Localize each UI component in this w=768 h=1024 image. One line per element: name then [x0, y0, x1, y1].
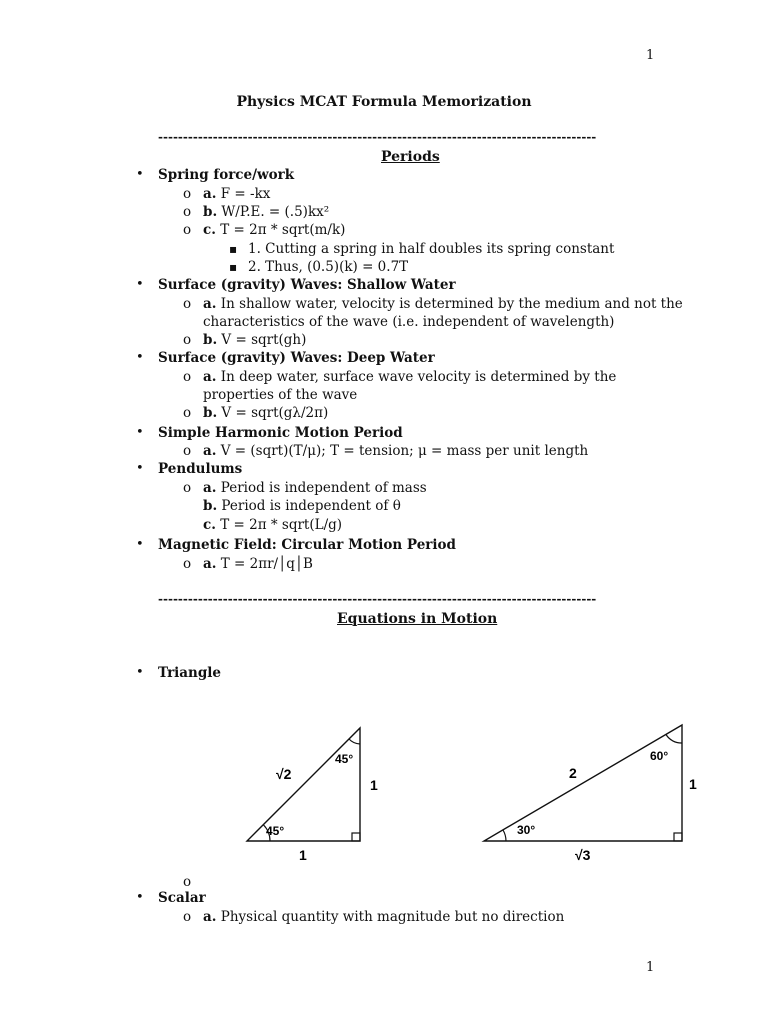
spring-b: W/P.E. = (.5)kx²: [217, 204, 330, 220]
tri2-side-label: 1: [689, 776, 697, 792]
bullet: •: [136, 890, 144, 905]
sub-marker: o: [183, 186, 192, 202]
tri2-hyp-label: 2: [569, 765, 577, 781]
sub-marker: o: [183, 443, 192, 459]
label-a: a.: [203, 480, 217, 496]
sub-marker: o: [183, 296, 192, 312]
spring-c: T = 2π * sqrt(m/k): [215, 222, 346, 238]
sub-marker: o: [183, 480, 192, 496]
section-heading-periods: Periods: [381, 149, 440, 165]
deep-b: V = sqrt(gλ/2π): [217, 405, 329, 421]
pendulums-a: Period is independent of mass: [216, 480, 427, 496]
scalar-a: Physical quantity with magnitude but no direction: [216, 909, 565, 925]
item-triangle: Triangle: [158, 665, 222, 681]
label-a: a.: [203, 443, 217, 459]
label-c: c.: [203, 222, 216, 238]
label-a: a.: [203, 909, 217, 925]
spring-a: F = -kx: [216, 186, 271, 202]
item-spring: Spring force/work: [158, 167, 295, 183]
deep-a-line1: In deep water, surface wave velocity is determined by the: [216, 369, 617, 385]
tri1-top-angle: 45°: [335, 752, 354, 766]
triangles-diagram: [0, 700, 768, 880]
tri2-base-label: √3: [575, 847, 591, 863]
item-pendulums: Pendulums: [158, 461, 243, 477]
bullet: •: [136, 537, 144, 552]
sub-marker: o: [183, 909, 192, 925]
item-shm-period: Simple Harmonic Motion Period: [158, 425, 403, 441]
tri1-side-label: 1: [370, 777, 378, 793]
shallow-a-line1: In shallow water, velocity is determined by the medium and not the: [216, 296, 683, 312]
bullet: •: [136, 665, 144, 680]
square-marker: ▪: [229, 242, 238, 256]
sub-marker: o: [183, 405, 192, 421]
bullet: •: [136, 425, 144, 440]
pendulums-b: Period is independent of θ: [217, 498, 401, 514]
spring-sub1: 1. Cutting a spring in half doubles its spring constant: [248, 241, 615, 257]
tri1-bottom-angle: 45°: [266, 824, 285, 838]
label-b: b.: [203, 332, 218, 348]
label-b: b.: [203, 405, 218, 421]
label-a: a.: [203, 186, 217, 202]
label-a: a.: [203, 369, 217, 385]
label-a: a.: [203, 556, 217, 572]
label-b: b.: [203, 498, 218, 514]
bullet: •: [136, 277, 144, 292]
pendulums-c: T = 2π * sqrt(L/g): [215, 517, 343, 533]
triangle-45-45-90: [247, 728, 378, 863]
item-scalar: Scalar: [158, 890, 206, 906]
sub-marker: o: [183, 222, 192, 238]
deep-a-line2: properties of the wave: [203, 387, 358, 403]
item-deep-water: Surface (gravity) Waves: Deep Water: [158, 350, 435, 366]
section-heading-equations-in-motion: Equations in Motion: [337, 611, 498, 627]
sub-marker: o: [183, 369, 192, 385]
triangle-30-60-90: [484, 725, 697, 863]
page-number-top: 1: [646, 48, 655, 63]
spring-sub2: 2. Thus, (0.5)(k) = 0.7T: [248, 259, 409, 275]
label-b: b.: [203, 204, 218, 220]
tri2-top-angle: 60°: [650, 749, 669, 763]
sub-marker: o: [183, 332, 192, 348]
page-title: Physics MCAT Formula Memorization: [236, 94, 532, 110]
label-a: a.: [203, 296, 217, 312]
square-marker: ▪: [229, 260, 238, 274]
divider: ----------------------------------------------------------------------------------------: [158, 592, 597, 606]
tri2-bottom-angle: 30°: [517, 823, 536, 837]
bullet: •: [136, 461, 144, 476]
sub-marker: o: [183, 556, 192, 572]
item-magnetic-field: Magnetic Field: Circular Motion Period: [158, 537, 456, 553]
item-shallow-water: Surface (gravity) Waves: Shallow Water: [158, 277, 456, 293]
shm-a: V = (sqrt)(T/μ); T = tension; μ = mass per unit length: [216, 443, 589, 459]
tri1-hyp-label: √2: [276, 766, 292, 782]
label-c: c.: [203, 517, 216, 533]
sub-marker: o: [183, 204, 192, 220]
sub-marker: o: [183, 874, 192, 890]
bullet: •: [136, 167, 144, 182]
tri1-base-label: 1: [299, 847, 307, 863]
page-number-bottom: 1: [646, 960, 655, 975]
shallow-b: V = sqrt(gh): [217, 332, 307, 348]
divider: ----------------------------------------------------------------------------------------: [158, 130, 597, 144]
shallow-a-line2: characteristics of the wave (i.e. independent of wavelength): [203, 314, 615, 330]
bullet: •: [136, 350, 144, 365]
magnetic-a: T = 2πr/│q│B: [216, 556, 313, 572]
